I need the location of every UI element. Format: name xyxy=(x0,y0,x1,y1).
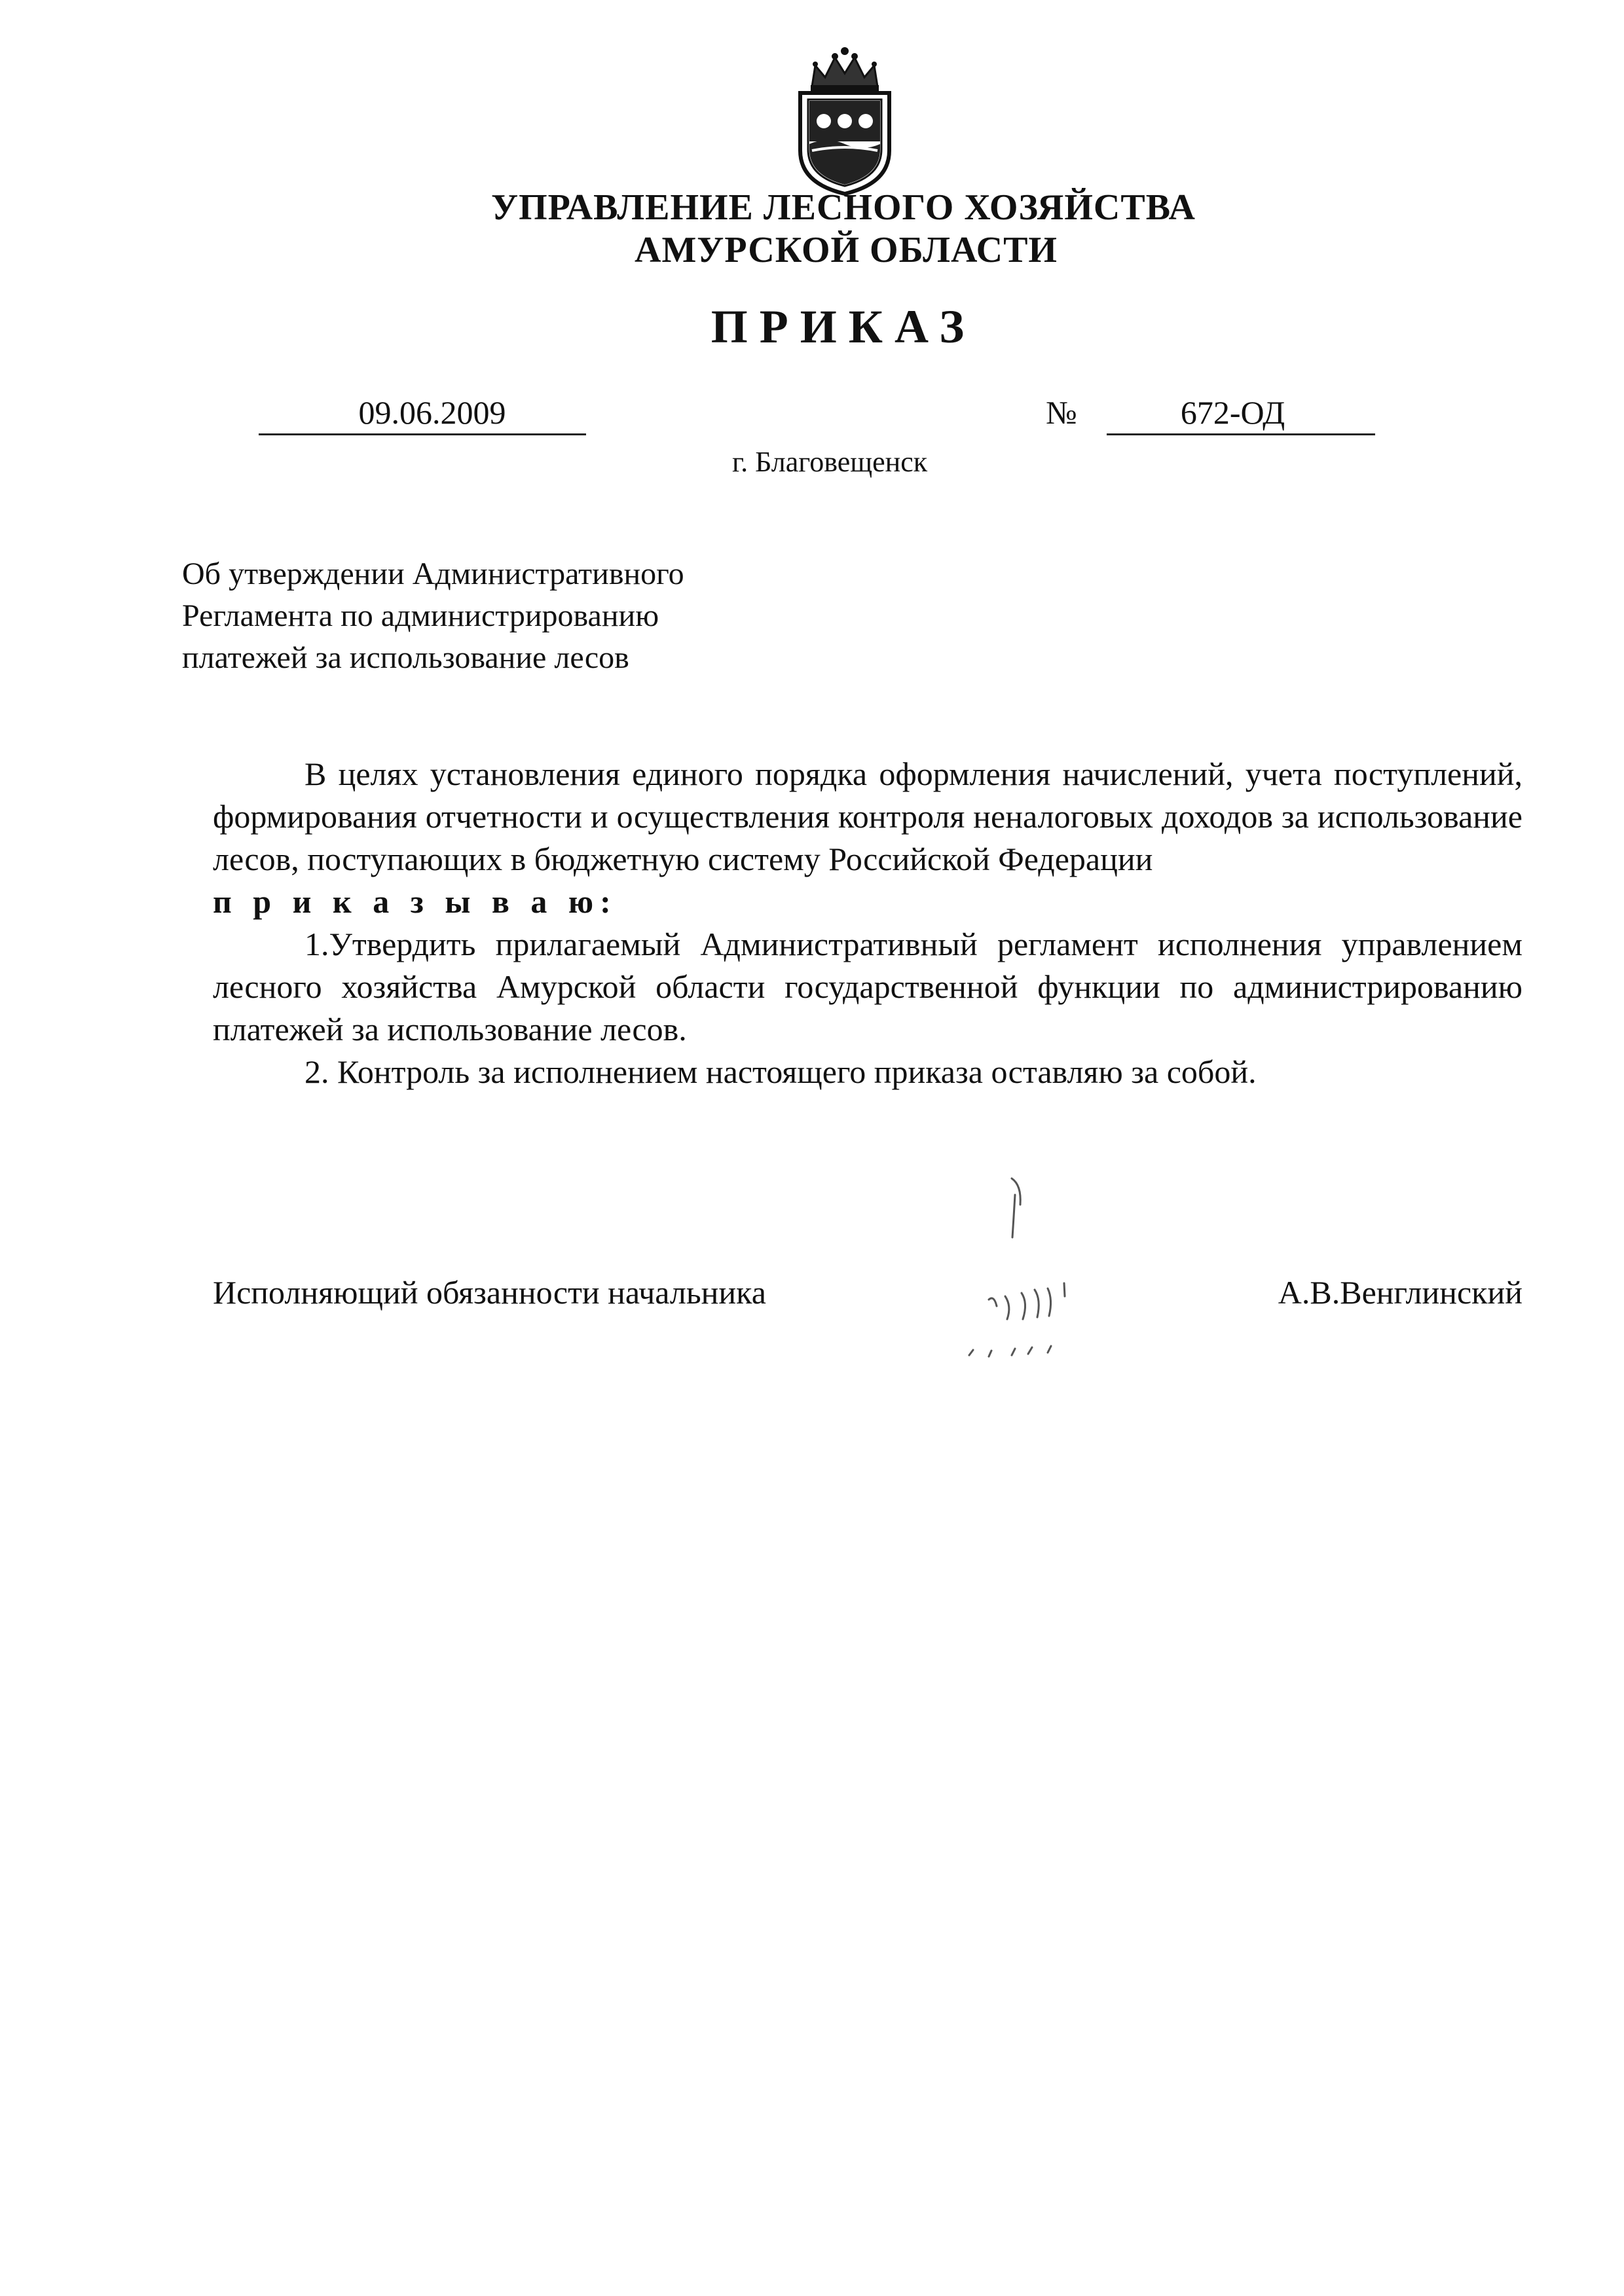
organization-name-line-2: АМУРСКОЙ ОБЛАСТИ xyxy=(635,230,1058,270)
decree-item-2: 2. Контроль за исполнением настоящего приказа оставляю за собой. xyxy=(304,1053,1257,1090)
document-subject xyxy=(182,553,968,679)
amur-region-coat-of-arms-icon xyxy=(786,46,904,196)
subject-line: платежей за использование лесов xyxy=(182,640,629,675)
organization-name-line-1: УПРАВЛЕНИЕ ЛЕСНОГО ХОЗЯЙСТВА xyxy=(491,187,1196,228)
document-type-title: ПРИКАЗ xyxy=(710,301,976,353)
number-sign: № xyxy=(1046,394,1077,431)
document-number: 672-ОД xyxy=(1107,392,1375,435)
subject-line: Об утверждении Административного xyxy=(182,556,684,591)
document-city: г. Благовещенск xyxy=(732,446,928,478)
subject-line: Регламента по администрированию xyxy=(182,598,659,633)
signatory-name: А.В.Венглинский xyxy=(1278,1274,1522,1311)
signatory-title: Исполняющий обязанности начальника xyxy=(213,1274,766,1311)
preamble-paragraph: В целях установления единого порядка оформления начислений, учета поступлений, формирования отчетности и осуществления контроля неналоговых доходов за использование лесов, поступающих в бюджетную систему Российской Федерации xyxy=(213,756,1522,877)
decree-word: п р и к а з ы в а ю: xyxy=(213,883,618,920)
signature-block xyxy=(213,1273,1522,1352)
document-date: 09.06.2009 xyxy=(259,392,586,435)
decree-item-1: 1.Утвердить прилагаемый Административный регламент исполнения управлением лесного хозяйства Амурской области государственной функции по администрированию платежей за использование лесов. xyxy=(213,926,1522,1048)
document-body xyxy=(213,753,1522,1093)
